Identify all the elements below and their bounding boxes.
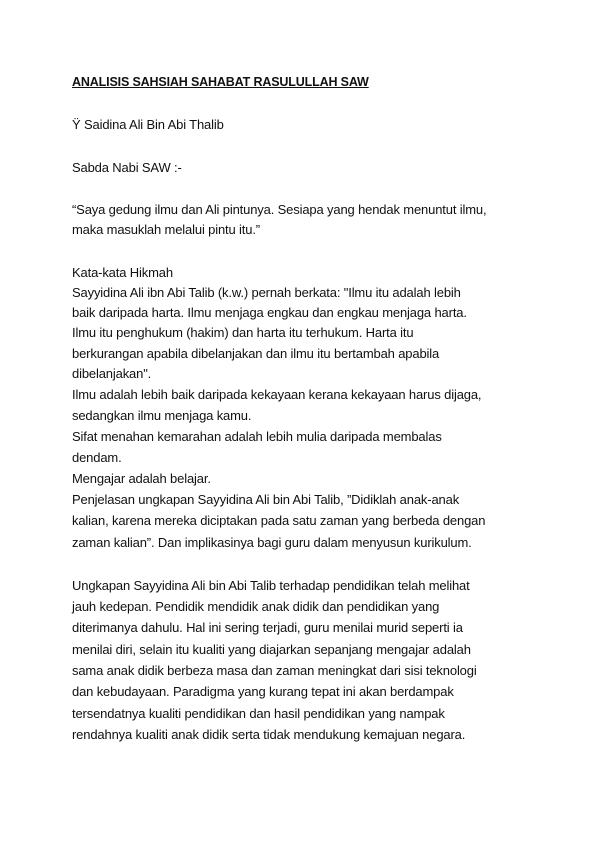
hikmah-line: Sifat menahan kemarahan adalah lebih mulia daripada membalas [72, 429, 442, 444]
paragraph-line: dan kebudayaan. Paradigma yang kurang tepat ini akan berdampak [72, 684, 454, 699]
hikmah-line: dendam. [72, 450, 122, 465]
hikmah-line: sedangkan ilmu menjaga kamu. [72, 408, 252, 423]
hikmah-line: Mengajar adalah belajar. [72, 471, 211, 486]
paragraph-line: jauh kedepan. Pendidik mendidik anak didik dan pendidikan yang [72, 599, 440, 614]
hikmah-heading: Kata-kata Hikmah [72, 265, 173, 280]
paragraph-line: tersendatnya kualiti pendidikan dan hasil pendidikan yang nampak [72, 706, 445, 721]
quote-line: maka masuklah melalui pintu itu.” [72, 222, 260, 237]
document-title: ANALISIS SAHSIAH SAHABAT RASULULLAH SAW [72, 75, 369, 89]
paragraph-line: Ungkapan Sayyidina Ali bin Abi Talib terhadap pendidikan telah melihat [72, 578, 470, 593]
hikmah-line: Penjelasan ungkapan Sayyidina Ali bin Abi Talib, ”Didiklah anak-anak [72, 492, 460, 507]
hikmah-line: zaman kalian”. Dan implikasinya bagi guru dalam menyusun kurikulum. [72, 535, 472, 550]
hikmah-line: Sayyidina Ali ibn Abi Talib (k.w.) pernah berkata: "Ilmu itu adalah lebih [72, 285, 461, 300]
hikmah-line: Ilmu itu penghukum (hakim) dan harta itu terhukum. Harta itu [72, 325, 414, 340]
paragraph-line: menilai diri, selain itu kualiti yang diajarkan sepanjang mengajar adalah [72, 642, 471, 657]
paragraph-line: diterimanya dahulu. Hal ini sering terjadi, guru menilai murid seperti ia [72, 620, 463, 635]
hikmah-line: baik daripada harta. Ilmu menjaga engkau dan engkau menjaga harta. [72, 305, 467, 320]
document-subtitle: Ÿ Saidina Ali Bin Abi Thalib [72, 117, 224, 132]
hikmah-line: kalian, karena mereka diciptakan pada satu zaman yang berbeda dengan [72, 513, 486, 528]
sabda-heading: Sabda Nabi SAW :- [72, 160, 182, 175]
hikmah-line: berkurangan apabila dibelanjakan dan ilmu itu bertambah apabila [72, 346, 440, 361]
hikmah-line: Ilmu adalah lebih baik daripada kekayaan kerana kekayaan harus dijaga, [72, 387, 482, 402]
paragraph-line: sama anak didik berbeza masa dan zaman meningkat dari sisi teknologi [72, 663, 477, 678]
paragraph-line: rendahnya kualiti anak didik serta tidak mendukung kemajuan negara. [72, 727, 466, 742]
quote-line: “Saya gedung ilmu dan Ali pintunya. Sesiapa yang hendak menuntut ilmu, [72, 202, 487, 217]
hikmah-line: dibelanjakan". [72, 366, 152, 381]
